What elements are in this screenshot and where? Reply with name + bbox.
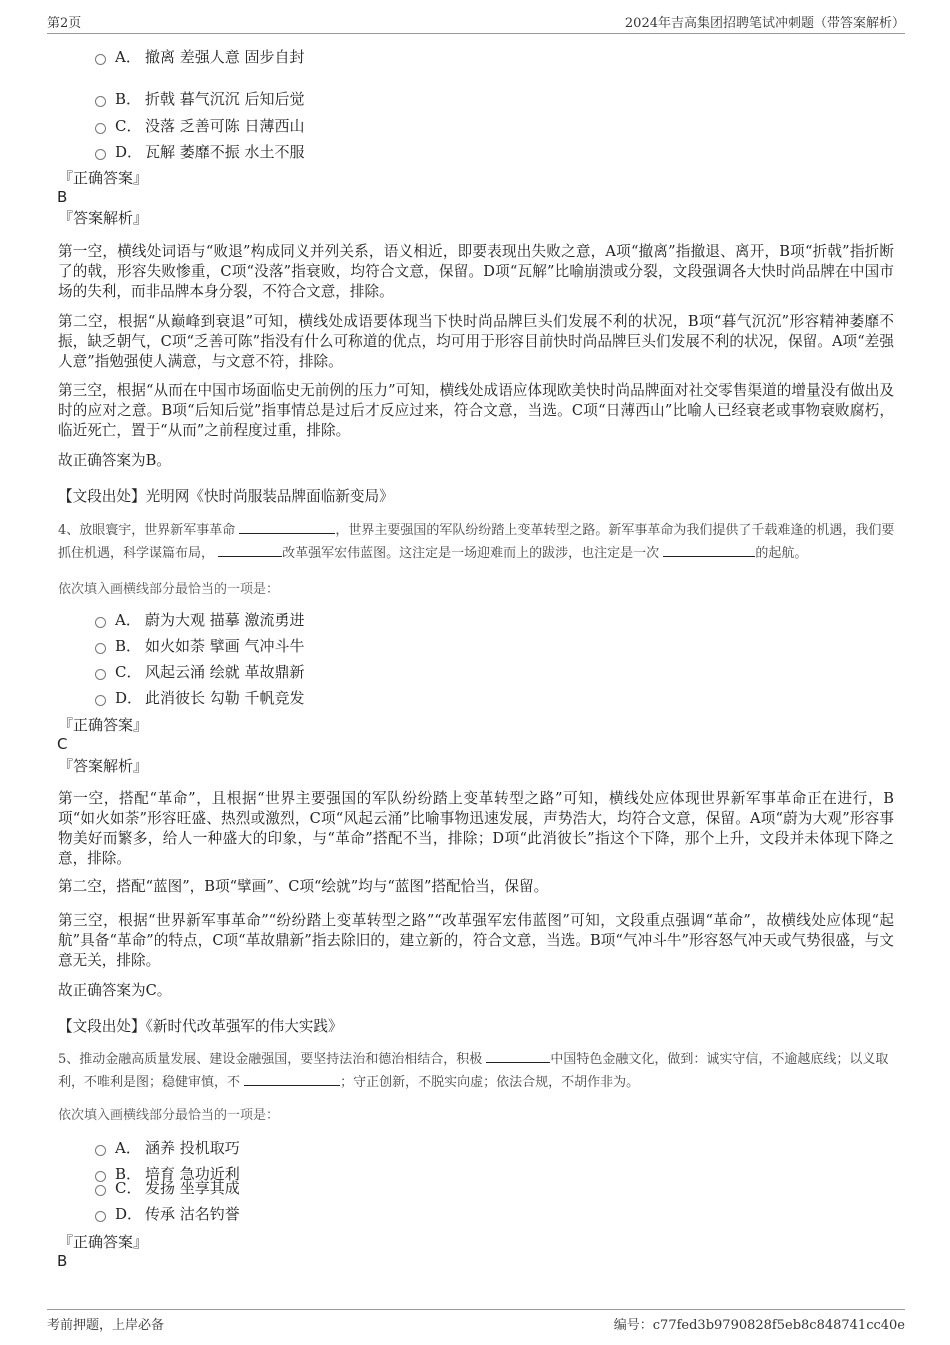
analysis-paragraph: 第一空，搭配“革命”，且根据“世界主要强国的军队纷纷踏上变革转型之路”可知，横线处应体现世界新军事革命正在进行，B项“如火如荼”形容旺盛、热烈或激烈，C项“风起云涌”比喻事物迅速发展，声势浩大，均符合文意，保留。A项“蔚为大观”形容事物美好而繁多，给人一种盛大的印象，与“革命”搭配不当，排除；D项“此消彼长”指这个下降，那个上升，文段并未体现下降之意，排除。 [58,790,894,867]
option-c[interactable]: C． 没落 乏善可陈 日薄西山 [95,115,305,137]
analysis-paragraph: 第一空，横线处词语与“败退”构成同义并列关系，语义相近，即要表现出失败之意，A项“撤离”指撤退、离开，B项“折戟”指折断了的戟，形容失败惨重，C项“没落”指衰败，均符合文意，保留。D项“瓦解”比喻崩溃或分裂，文段强调各大快时尚品牌在中国市场的失利，而非品牌本身分裂，不符合文意，排除。 [58,243,894,300]
page-number: 第2页 [47,16,82,31]
option-text: 此消彼长 勾勒 千帆竞发 [145,689,305,707]
radio-icon[interactable] [95,695,106,706]
fill-blank [244,1071,340,1086]
radio-icon[interactable] [95,1185,106,1196]
document-title: 2024年吉高集团招聘笔试冲刺题（带答案解析） [624,16,905,31]
question-stem: 5、推动金融高质量发展、建设金融强国，要坚持法治和德治相结合，积极 中国特色金融文化，做到：诚实守信，不逾越底线；以义取利，不唯利是图；稳健审慎，不 ；守正创新，不脱实向虚；依法合规，不胡作非为。 [58,1048,898,1094]
source-citation: 【文段出处】《新时代改革强军的伟大实践》 [58,1018,343,1035]
radio-icon[interactable] [95,149,106,160]
radio-icon[interactable] [95,669,106,680]
analysis-conclusion: 故正确答案为B。 [58,452,171,469]
answer-value: C [57,735,68,753]
fill-blank [486,1048,550,1063]
option-text: 如火如荼 擘画 气冲斗牛 [145,637,305,655]
option-text: 蔚为大观 描摹 激流勇进 [145,611,305,629]
answer-label: 『正确答案』 [58,1233,149,1251]
answer-value: B [57,188,68,206]
option-text: 瓦解 萎靡不振 水土不服 [145,143,305,161]
option-a[interactable]: A． 撤离 差强人意 固步自封 [95,46,305,68]
option-c[interactable]: C． 发扬 坐享其成 [95,1177,240,1199]
question-stem: 4、放眼寰宇，世界新军事革命 ，世界主要强国的军队纷纷踏上变革转型之路。新军事革命为我们提供了千载难逢的机遇，我们要抓住机遇，科学谋篇布局， 改革强军宏伟蓝图。这注定是一场迎难而上的跋涉，也注定是一次 的起航。 [58,519,898,565]
option-text: 撤离 差强人意 固步自封 [145,48,305,66]
radio-icon[interactable] [95,1211,106,1222]
answer-label: 『正确答案』 [58,169,149,187]
question-prompt: 依次填入画横线部分最恰当的一项是： [58,582,280,597]
source-citation: 【文段出处】光明网《快时尚服装品牌面临新变局》 [58,488,394,505]
option-text: 传承 沽名钓誉 [145,1205,240,1223]
option-b[interactable]: B． 如火如荼 擘画 气冲斗牛 [95,635,305,657]
fill-blank [239,519,335,534]
option-text: 风起云涌 绘就 革故鼎新 [145,663,305,681]
page-header [47,12,905,32]
fill-blank [663,542,755,557]
option-b[interactable]: B． 培育 急功近利 [95,1163,240,1185]
analysis-paragraph: 第三空，根据“世界新军事革命”“纷纷踏上变革转型之路”“改革强军宏伟蓝图”可知，文段重点强调“革命”，故横线处应体现“起航”具备“革命”的特点，C项“革故鼎新”指去除旧的，建立新的，符合文意，当选。B项“气冲斗牛”形容怒气冲天或气势很盛，与文意无关，排除。 [58,912,894,969]
option-text: 涵养 投机取巧 [145,1139,240,1157]
option-text: 折戟 暮气沉沉 后知后觉 [145,90,305,108]
option-text: 发扬 坐享其成 [145,1179,240,1197]
answer-value: B [57,1252,68,1270]
footer-slogan: 考前押题，上岸必备 [47,1318,165,1333]
option-d[interactable]: D． 传承 沽名钓誉 [95,1203,240,1225]
analysis-paragraph: 第二空，搭配“蓝图”，B项“擘画”、C项“绘就”均与“蓝图”搭配恰当，保留。 [58,878,549,895]
option-a[interactable]: A． 涵养 投机取巧 [95,1137,240,1159]
analysis-conclusion: 故正确答案为C。 [58,982,172,999]
option-a[interactable]: A． 蔚为大观 描摹 激流勇进 [95,609,305,631]
analysis-paragraph: 第三空，根据“从而在中国市场面临史无前例的压力”可知，横线处成语应体现欧美快时尚品牌面对社交零售渠道的增量没有做出及时的应对之意。B项“后知后觉”指事情总是过后才反应过来，符合文意，当选。C项“日薄西山”比喻人已经衰老或事物衰败腐朽，临近死亡，置于“从而”之前程度过重，排除。 [58,382,894,439]
analysis-label: 『答案解析』 [58,209,149,227]
option-text: 没落 乏善可陈 日薄西山 [145,117,305,135]
option-b[interactable]: B． 折戟 暮气沉沉 后知后觉 [95,88,305,110]
fill-blank [218,542,282,557]
analysis-paragraph: 第二空，根据“从巅峰到衰退”可知，横线处成语要体现当下快时尚品牌巨头们发展不利的状况，B项“暮气沉沉”形容精神萎靡不振，缺乏朝气，C项“乏善可陈”指没有什么可称道的优点，均可用于形容目前快时尚品牌巨头们发展不利的状况，保留。A项“差强人意”指勉强使人满意，与文意不符，排除。 [58,313,894,370]
answer-label: 『正确答案』 [58,716,149,734]
header-divider [47,33,905,34]
footer-divider [47,1309,905,1310]
document-id: 编号：c77fed3b9790828f5eb8c848741cc40e [613,1318,905,1333]
radio-icon[interactable] [95,617,106,628]
question-prompt: 依次填入画横线部分最恰当的一项是： [58,1108,280,1123]
radio-icon[interactable] [95,643,106,654]
radio-icon[interactable] [95,123,106,134]
radio-icon[interactable] [95,96,106,107]
radio-icon[interactable] [95,1145,106,1156]
radio-icon[interactable] [95,54,106,65]
option-d[interactable]: D． 瓦解 萎靡不振 水土不服 [95,141,305,163]
option-d[interactable]: D． 此消彼长 勾勒 千帆竞发 [95,687,305,709]
option-c[interactable]: C． 风起云涌 绘就 革故鼎新 [95,661,305,683]
option-text: 培育 急功近利 [145,1165,240,1183]
analysis-label: 『答案解析』 [58,757,149,775]
